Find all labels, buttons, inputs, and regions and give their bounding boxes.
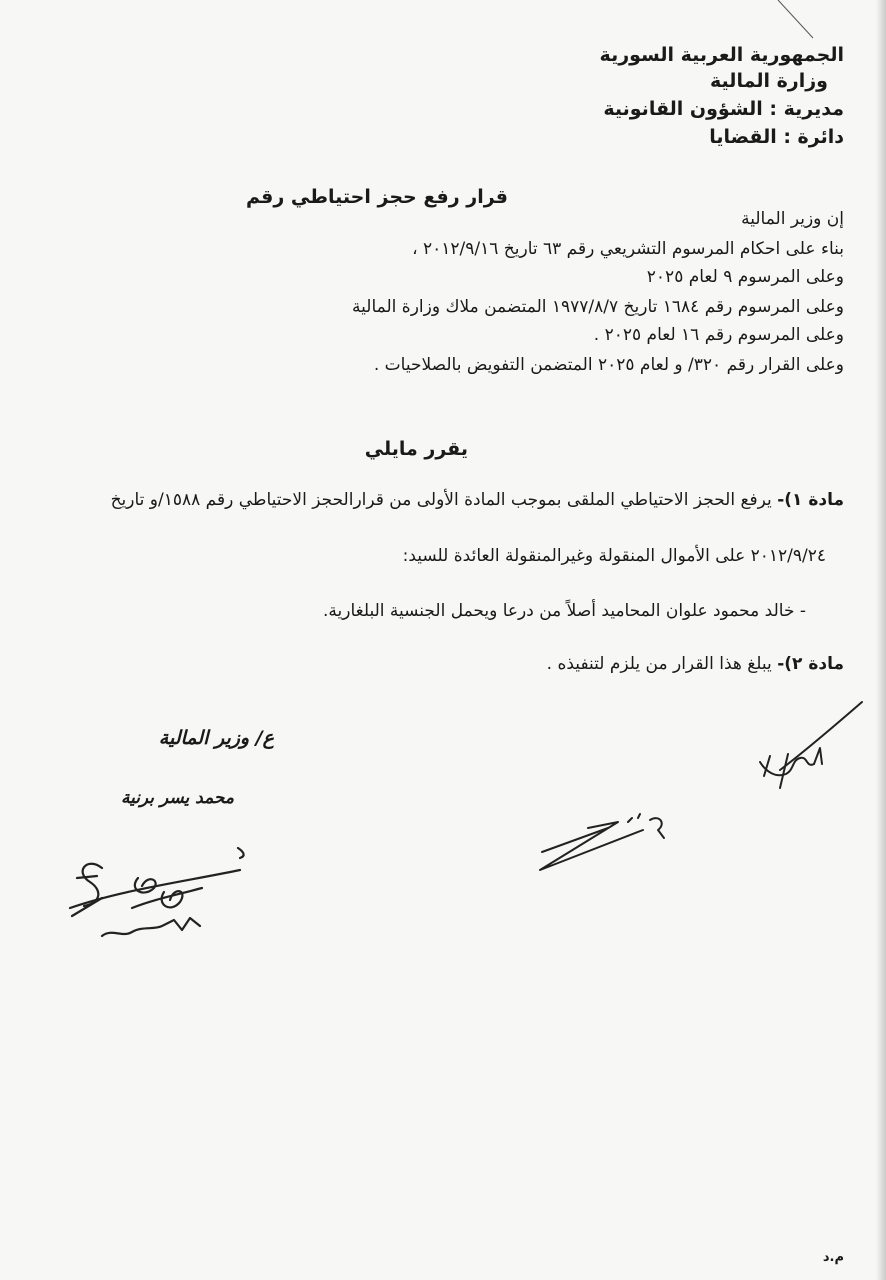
minister-title: [159, 727, 274, 749]
initials-signature: [528, 808, 678, 878]
article-2-text: يبلغ هذا القرار من يلزم لتنفيذه .: [546, 654, 772, 674]
page-edge-shadow: [876, 0, 886, 1280]
article-1-person: - خالد محمود علوان المحاميد أصلاً من درعا ويحمل الجنسية البلغارية.: [322, 601, 806, 621]
header-ministry: وزارة المالية: [710, 70, 828, 92]
minister-title-text: وزير المالية: [158, 727, 250, 749]
preamble-intro: إن وزير المالية: [741, 209, 844, 229]
preamble-line: وعلى المرسوم رقم ١٦ لعام ٢٠٢٥ .: [593, 325, 844, 345]
header-country: الجمهورية العربية السورية: [599, 44, 844, 66]
preamble-line: وعلى المرسوم ٩ لعام ٢٠٢٥: [646, 267, 844, 287]
article-1-text: يرفع الحجز الاحتياطي الملقى بموجب المادة الأولى من قرارالحجز الاحتياطي رقم ١٥٨٨/و تاريخ: [110, 490, 772, 510]
article-1-line-2: ٢٠١٢/٩/٢٤ على الأموال المنقولة وغيرالمنقولة العائدة للسيد:: [402, 546, 826, 566]
minister-signature: [62, 838, 262, 958]
decides-heading: يقرر مايلي: [364, 438, 468, 460]
preamble-line: بناء على احكام المرسوم التشريعي رقم ٦٣ تاريخ ٢٠١٢/٩/١٦ ،: [412, 239, 844, 259]
article-2-line: [547, 654, 844, 674]
minister-name: محمد يسر برنية: [120, 788, 234, 808]
article-1-line-1: [111, 490, 844, 510]
decision-title: قرار رفع حجز احتياطي رقم: [246, 186, 508, 208]
article-1-label: مادة ١)-: [777, 490, 844, 510]
header-directorate: مديرية : الشؤون القانونية: [603, 98, 844, 120]
preamble-line: وعلى القرار رقم ٣٢٠/ و لعام ٢٠٢٥ المتضمن التفويض بالصلاحيات .: [373, 355, 844, 375]
corner-pen-line: [768, 0, 828, 40]
right-signature: [752, 698, 872, 798]
header-department: دائرة : القضايا: [709, 126, 844, 148]
footer-code: م.د: [822, 1250, 844, 1265]
minister-prefix: ع/: [255, 727, 274, 749]
preamble-line: وعلى المرسوم رقم ١٦٨٤ تاريخ ١٩٧٧/٨/٧ المتضمن ملاك وزارة المالية: [352, 297, 844, 317]
article-2-label: مادة ٢)-: [777, 654, 844, 674]
